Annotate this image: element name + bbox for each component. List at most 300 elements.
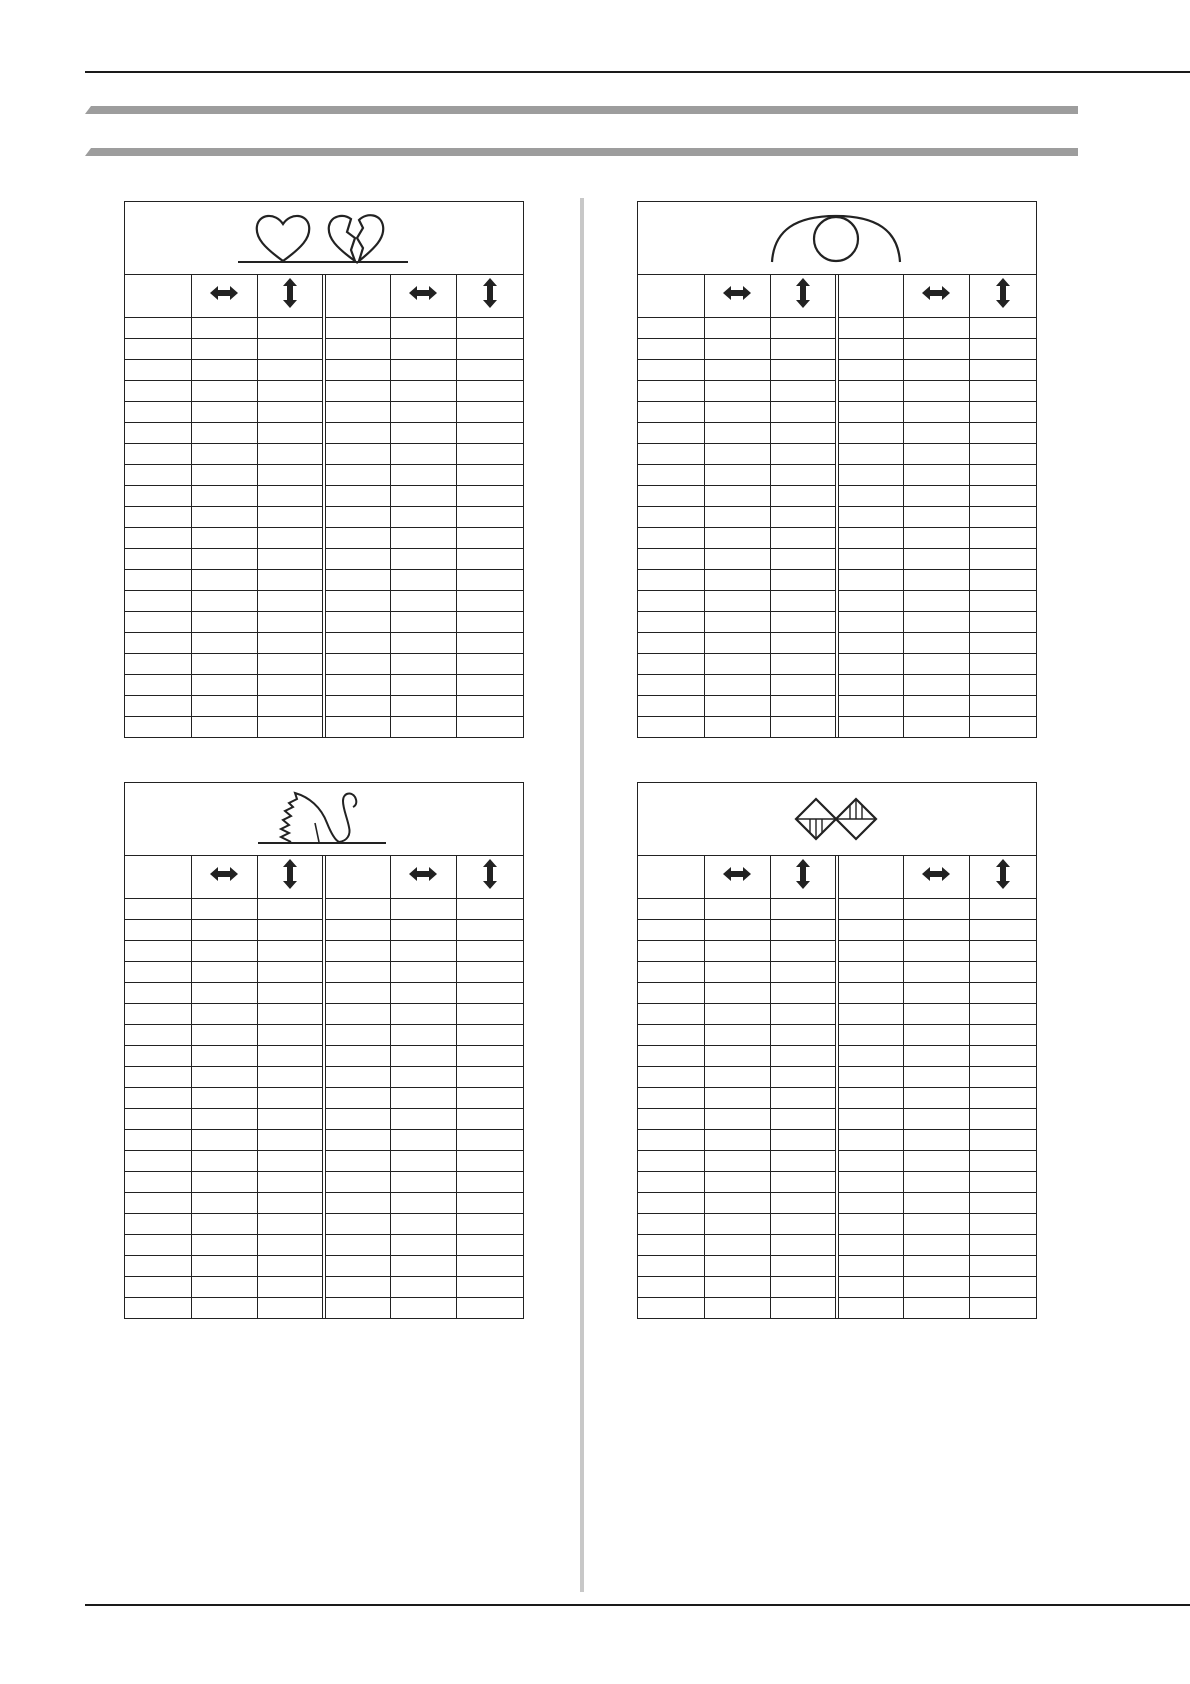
table-cell [771,401,837,422]
table-cell [837,1003,903,1024]
table-cell [258,982,324,1003]
table-cell [258,506,324,527]
table-cell [125,464,191,485]
table-row [638,1297,1036,1318]
table-cell [837,919,903,940]
table-cell [324,982,390,1003]
table-cell [970,380,1036,401]
table-cell [457,1045,523,1066]
table-cell [970,1213,1036,1234]
table-cell [191,1108,257,1129]
table-cell [837,1087,903,1108]
width-column-header [390,275,456,317]
table-cell [390,695,456,716]
table-row [125,1276,523,1297]
table-cell [903,485,969,506]
table-cell [390,1003,456,1024]
table-cell [638,1213,704,1234]
table-cell [125,422,191,443]
table-cell [638,443,704,464]
table-cell [771,653,837,674]
table-cell [970,919,1036,940]
table-cell [324,527,390,548]
table-cell [191,1066,257,1087]
table-row [638,611,1036,632]
table-cell [324,1003,390,1024]
table-cell [191,919,257,940]
table-cell [324,919,390,940]
table-cell [837,632,903,653]
table-cell [191,1045,257,1066]
table-cell [191,674,257,695]
table-cell [390,611,456,632]
table-cell [125,1024,191,1045]
table-cell [324,338,390,359]
table-cell [324,359,390,380]
table-row [638,1192,1036,1213]
table-cell [970,1045,1036,1066]
table-cell [258,317,324,338]
table-cell [258,1024,324,1045]
table-cell [638,506,704,527]
table-row [638,716,1036,737]
table-cell [970,611,1036,632]
table-cell [837,1234,903,1255]
panel-header [125,783,523,856]
table-row [638,590,1036,611]
table-cell [191,961,257,982]
table-cell [704,548,770,569]
table-cell [390,1087,456,1108]
table-cell [125,674,191,695]
table-cell [457,653,523,674]
table-cell [837,1129,903,1150]
table-cell [903,695,969,716]
table-cell [837,380,903,401]
table-cell [258,422,324,443]
table-cell [258,1150,324,1171]
table-cell [324,1297,390,1318]
table-cell [970,548,1036,569]
horizontal-double-arrow-icon [408,866,438,882]
table-cell [771,338,837,359]
table-cell [457,1087,523,1108]
table-cell [324,1150,390,1171]
table-cell [638,1024,704,1045]
table-cell [457,919,523,940]
table-cell [457,422,523,443]
table-cell [191,1024,257,1045]
table-cell [704,422,770,443]
table-cell [638,1045,704,1066]
table-cell [638,464,704,485]
table-row [125,1108,523,1129]
table-cell [324,1192,390,1213]
table-cell [125,548,191,569]
table-cell [258,961,324,982]
table-row [125,1192,523,1213]
table-cell [903,1234,969,1255]
table-cell [390,919,456,940]
table-cell [771,380,837,401]
table-cell [771,674,837,695]
table-cell [125,611,191,632]
table-cell [638,527,704,548]
table-cell [457,548,523,569]
table-cell [771,443,837,464]
table-row [638,1150,1036,1171]
table-row [638,569,1036,590]
table-cell [638,653,704,674]
label-column-header [125,275,191,317]
table-cell [457,590,523,611]
table-row [638,1108,1036,1129]
table-row [125,716,523,737]
table-cell [903,443,969,464]
table-cell [970,1297,1036,1318]
table-row [125,695,523,716]
table-cell [125,485,191,506]
table-cell [638,1003,704,1024]
label-column-header [125,856,191,898]
table-cell [704,653,770,674]
table-cell [638,1234,704,1255]
table-cell [457,443,523,464]
table-cell [258,674,324,695]
table-cell [390,548,456,569]
table-cell [704,695,770,716]
table-cell [324,317,390,338]
table-cell [771,611,837,632]
table-row [125,1255,523,1276]
table-cell [638,1087,704,1108]
subtitle-band [85,148,1078,156]
table-cell [125,569,191,590]
table-cell [638,961,704,982]
table-cell [771,898,837,919]
table-cell [324,1045,390,1066]
table-cell [258,338,324,359]
table-cell [324,653,390,674]
panel-hearts [124,201,524,738]
table-cell [837,317,903,338]
table-cell [771,422,837,443]
vertical-double-arrow-icon [795,277,811,309]
heart-and-broken-heart-icon [125,202,523,274]
table-cell [903,1255,969,1276]
table-row [125,380,523,401]
width-column-header [390,856,456,898]
table-cell [258,940,324,961]
table-cell [970,1087,1036,1108]
table-cell [704,961,770,982]
table-cell [970,982,1036,1003]
table-row [125,1129,523,1150]
table-row [125,1024,523,1045]
table-row [638,338,1036,359]
table-cell [704,485,770,506]
label-column-header [837,275,903,317]
table-cell [125,1192,191,1213]
table-row [125,464,523,485]
table-cell [191,1129,257,1150]
table-cell [457,695,523,716]
table-cell [638,422,704,443]
table-cell [903,1192,969,1213]
table-header-row [638,856,1036,898]
table-row [125,527,523,548]
table-row [638,1213,1036,1234]
table-row [125,653,523,674]
table-cell [191,590,257,611]
table-cell [191,422,257,443]
table-cell [390,1066,456,1087]
table-cell [390,653,456,674]
table-cell [771,982,837,1003]
table-row [125,443,523,464]
swan-icon [125,783,523,855]
table-cell [704,716,770,737]
table-cell [704,1150,770,1171]
table-row [125,611,523,632]
table-cell [970,359,1036,380]
table-cell [457,1108,523,1129]
table-cell [125,401,191,422]
table-row [638,527,1036,548]
table-cell [125,1045,191,1066]
table-cell [125,632,191,653]
table-row [125,898,523,919]
table-cell [258,1297,324,1318]
table-cell [125,898,191,919]
horizontal-double-arrow-icon [209,866,239,882]
table-cell [390,422,456,443]
table-cell [704,1045,770,1066]
table-cell [970,590,1036,611]
table-cell [638,695,704,716]
table-cell [903,1003,969,1024]
table-row [638,940,1036,961]
table-row [125,317,523,338]
table-cell [837,401,903,422]
table-cell [970,422,1036,443]
table-cell [258,380,324,401]
table-cell [837,898,903,919]
table-row [638,1066,1036,1087]
table-cell [771,1003,837,1024]
table-row [125,422,523,443]
table-cell [457,940,523,961]
table-cell [771,1066,837,1087]
table-cell [704,1213,770,1234]
table-cell [390,401,456,422]
table-cell [457,961,523,982]
table-cell [970,632,1036,653]
table-row [125,1066,523,1087]
table-cell [903,1297,969,1318]
table-cell [390,632,456,653]
table-cell [704,1171,770,1192]
table-cell [390,1255,456,1276]
table-cell [390,338,456,359]
table-cell [457,485,523,506]
table-cell [837,653,903,674]
table-cell [638,940,704,961]
table-cell [903,611,969,632]
table-cell [837,422,903,443]
table-cell [704,1297,770,1318]
table-cell [191,380,257,401]
table-cell [903,653,969,674]
table-cell [390,1108,456,1129]
table-cell [390,1129,456,1150]
table-cell [457,317,523,338]
table-cell [970,1255,1036,1276]
table-cell [191,1087,257,1108]
table-cell [258,527,324,548]
table-row [638,1087,1036,1108]
table-cell [457,716,523,737]
table-row [125,961,523,982]
table-cell [771,1213,837,1234]
table-cell [704,590,770,611]
table-cell [125,940,191,961]
table-cell [771,919,837,940]
table-cell [970,1150,1036,1171]
table-cell [903,1024,969,1045]
table-row [638,1234,1036,1255]
table-cell [324,1066,390,1087]
table-cell [704,982,770,1003]
horizontal-double-arrow-icon [921,285,951,301]
table-cell [390,940,456,961]
table-cell [258,1003,324,1024]
table-cell [837,1276,903,1297]
table-cell [258,716,324,737]
table-cell [390,982,456,1003]
table-cell [638,359,704,380]
table-cell [970,569,1036,590]
table-cell [390,1171,456,1192]
table-cell [704,464,770,485]
table-cell [903,569,969,590]
table-cell [457,1192,523,1213]
table-row [125,1150,523,1171]
table-cell [837,590,903,611]
table-cell [704,1108,770,1129]
table-cell [125,961,191,982]
table-row [125,506,523,527]
table-cell [903,548,969,569]
table-cell [837,1213,903,1234]
measurement-table [125,856,523,1318]
table-cell [324,464,390,485]
table-cell [390,464,456,485]
table-cell [638,1066,704,1087]
table-cell [837,569,903,590]
table-row [125,338,523,359]
table-row [638,380,1036,401]
table-cell [125,1003,191,1024]
table-cell [324,506,390,527]
table-cell [837,1108,903,1129]
table-cell [324,1234,390,1255]
table-cell [771,1087,837,1108]
table-cell [258,464,324,485]
table-cell [125,443,191,464]
table-cell [125,1129,191,1150]
table-cell [704,317,770,338]
table-cell [837,1024,903,1045]
table-row [638,359,1036,380]
table-cell [970,1171,1036,1192]
table-header-row [125,275,523,317]
table-cell [970,898,1036,919]
table-row [638,1129,1036,1150]
table-cell [324,1108,390,1129]
height-column-header [457,275,523,317]
table-cell [771,1129,837,1150]
table-cell [191,898,257,919]
table-cell [970,1066,1036,1087]
table-cell [771,1108,837,1129]
table-cell [704,1234,770,1255]
table-cell [970,1129,1036,1150]
table-cell [258,1129,324,1150]
table-cell [125,1276,191,1297]
table-cell [970,716,1036,737]
table-cell [970,961,1036,982]
table-cell [704,359,770,380]
table-cell [324,961,390,982]
table-row [638,919,1036,940]
horizontal-double-arrow-icon [722,285,752,301]
table-cell [837,1255,903,1276]
table-cell [903,338,969,359]
table-cell [704,506,770,527]
table-cell [771,1045,837,1066]
table-cell [258,1192,324,1213]
table-row [125,1213,523,1234]
table-row [638,317,1036,338]
table-cell [324,716,390,737]
table-cell [638,898,704,919]
table-cell [125,338,191,359]
table-cell [390,674,456,695]
table-header-row [125,856,523,898]
table-cell [970,464,1036,485]
table-cell [771,632,837,653]
table-cell [771,1192,837,1213]
table-cell [125,1150,191,1171]
table-cell [638,548,704,569]
table-cell [970,338,1036,359]
measurement-table [125,275,523,737]
table-cell [125,1087,191,1108]
horizontal-double-arrow-icon [722,866,752,882]
table-cell [903,716,969,737]
table-cell [390,569,456,590]
table-cell [837,1192,903,1213]
table-cell [903,1045,969,1066]
vertical-double-arrow-icon [282,277,298,309]
table-cell [704,632,770,653]
table-row [638,653,1036,674]
table-cell [191,632,257,653]
table-cell [324,898,390,919]
table-cell [258,548,324,569]
table-cell [191,485,257,506]
